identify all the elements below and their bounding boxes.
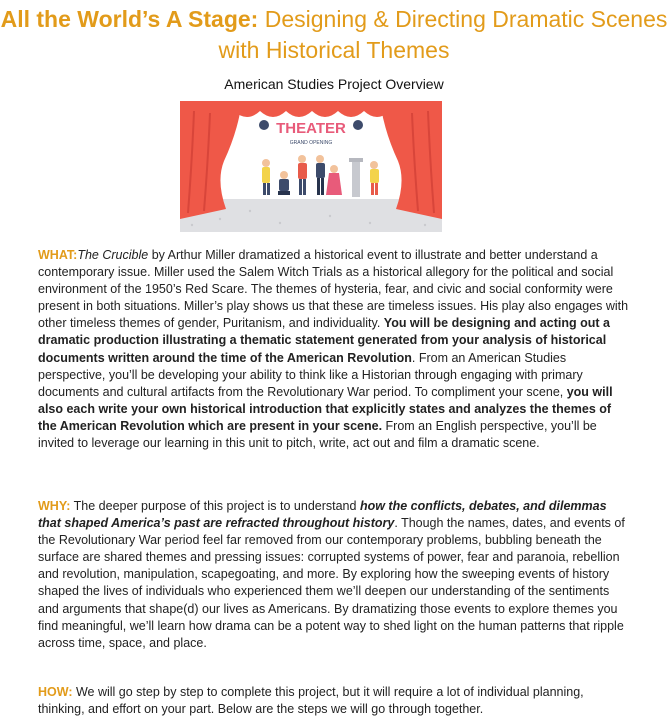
actor-4 [316,155,325,195]
spotlight-right-icon [353,120,363,130]
what-paragraph [38,247,632,452]
theater-sign-sub: GRAND OPENING [289,140,333,146]
page-subtitle: American Studies Project Overview [224,76,444,92]
actor-3 [298,155,307,195]
actor-1 [262,159,270,195]
what-play-title: The Crucible [77,248,149,262]
how-paragraph [38,684,632,718]
what-bold-1: You will be designing and acting out a dramatic production illustrating a thematic statement generated from your analysis of historical documents written around the time of the American Revolution [38,316,610,365]
title-rest: Designing & Directing Dramatic Scenes with Historical Themes [218,6,668,63]
theater-sign: THEATER [276,120,346,137]
why-text-2: . Though the names, dates, and events of the Revolutionary War period feel far removed from our contemporary problems, bubbling beneath the surface are shared themes and pressing issues: corrupted systems of power, fear and paranoia, rebellion and revolution, manipulation, scapegoating, and more. By exploring how the sweeping events of history shaped the lives of individuals who experienced them we’ll deepen our understanding of the sentiments and arguments that shape(d) our lives as Americans. By dramatizing those events to explore themes you find meaningful, we’ll learn how drama can be a potent way to shed light on the human patterns that ripple across time, space, and place. [38,516,625,650]
what-text-2: . From an American Studies perspective, you’ll be developing your ability to think like a Historian through engaging with primary documents and cultural artifacts from the Revolutionary War period. To compliment your scene, [38,350,583,399]
page-title [0,4,668,66]
why-text-1: The deeper purpose of this project is to understand [70,499,360,513]
why-paragraph [38,498,632,652]
what-text-3: From an English perspective, you’ll be invited to leverage our learning in this unit to pitch, write, act out and film a dramatic scene. [38,418,597,451]
what-bold-2: you will also each write your own historical introduction that explicitly states and analyzes the themes of the American Revolution which are present in your scene. [38,384,613,433]
how-text: We will go step by step to complete this project, but it will require a lot of individual planning, thinking, and effort on your part. Below are the steps we will go through together. [38,685,584,717]
why-label: WHY: [38,499,71,513]
why-bold-italic: how the conflicts, debates, and dilemmas that shaped America’s past are refracted throughout history [38,499,607,531]
what-text-1: by Arthur Miller dramatized a historical event to illustrate and better understand a contemporary issue. Miller used the Salem Witch Trials as a historical allegory for the political and social environment of the 1950’s Red Scare. The themes of hysteria, fear, and civic and social conformity were present in both situations. Miller’s play shows us that these are timeless issues. His play also engages with other timeless themes of gender, Puritanism, and individuality. [38,248,629,331]
how-label: HOW: [38,685,73,699]
stage-column [352,161,360,197]
theater-illustration [180,101,442,232]
spotlight-left-icon [259,120,269,130]
actor-5 [326,165,342,195]
actor-2 [278,171,290,195]
title-bold: All the World’s A Stage: [0,6,259,32]
what-label: WHAT: [38,248,78,262]
actor-6 [370,161,379,195]
